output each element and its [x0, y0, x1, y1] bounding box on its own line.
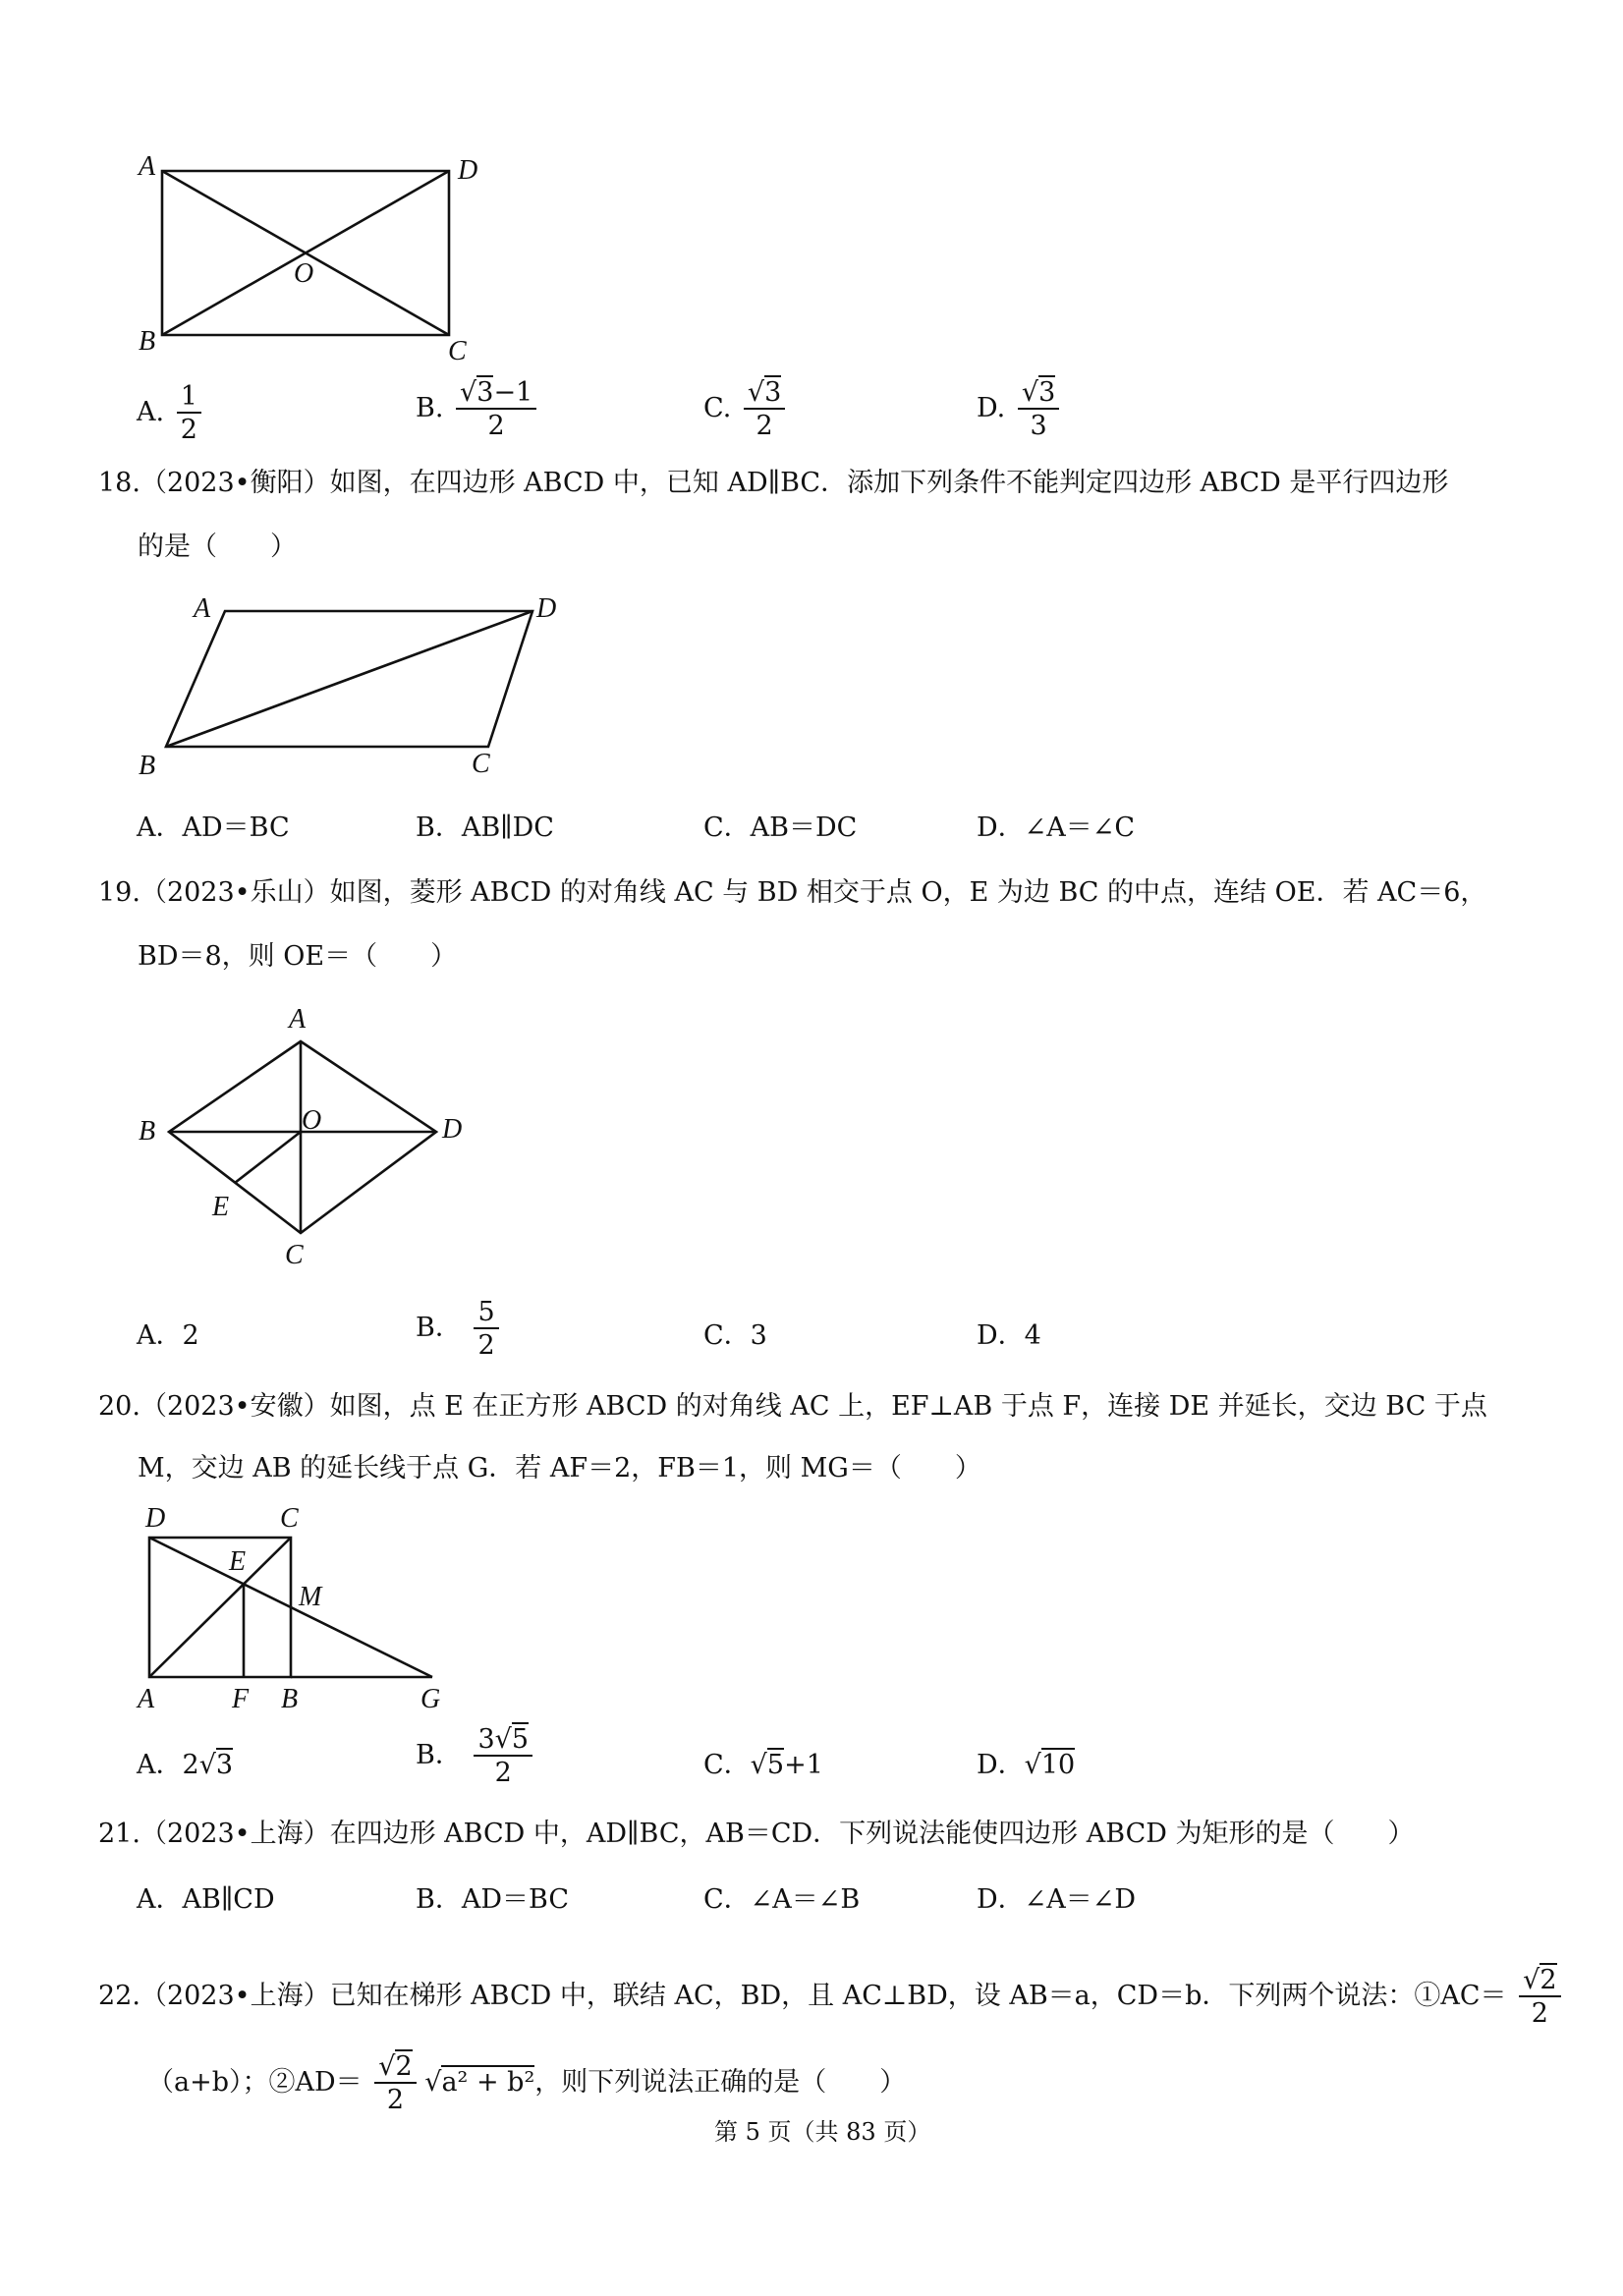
- q17-label-c: C: [448, 336, 467, 366]
- q19-option-d: D．4: [977, 1320, 1041, 1351]
- q17-label-o: O: [294, 258, 314, 289]
- q20-label-b: B: [281, 1684, 299, 1714]
- q18-line-2: 的是（ ）: [138, 532, 297, 562]
- page-footer: 第 5 页（共 83 页）: [714, 2118, 931, 2146]
- q22-line-1: 22.（2023•上海）已知在梯形 ABCD 中，联结 AC，BD，且 AC⊥BD，设 AB＝a，CD＝b．下列两个说法：①AC＝ $\frac{√2}{2}$: [98, 1967, 1561, 2027]
- q21-line-1: 21.（2023•上海）在四边形 ABCD 中，AD∥BC，AB＝CD．下列说法能使四边形 ABCD 为矩形的是（ ）: [98, 1819, 1415, 1849]
- q20-label-c: C: [280, 1503, 299, 1534]
- q17-option-d: D. $\frac{√3}{3}$: [977, 379, 1059, 439]
- q21-option-a: A．AB∥CD: [137, 1884, 275, 1915]
- q18-option-c: C．AB＝DC: [703, 812, 858, 843]
- q17-option-b: B. $\frac{√3-1}{2}$: [416, 379, 536, 439]
- q18-option-d: D．∠A＝∠C: [977, 812, 1136, 843]
- q20-line-2: M，交边 AB 的延长线于点 G．若 AF＝2，FB＝1，则 MG＝（ ）: [138, 1453, 981, 1484]
- q21-option-c: C．∠A＝∠B: [703, 1884, 861, 1915]
- q21-option-b: B．AD＝BC: [416, 1884, 569, 1915]
- q20-diagonal-ac: [149, 1538, 291, 1677]
- q18-line-1: 18.（2023•衡阳）如图，在四边形 ABCD 中，已知 AD∥BC．添加下列条件不能判定四边形 ABCD 是平行四边形: [98, 468, 1449, 498]
- q20-option-d: D．√10: [977, 1750, 1076, 1780]
- q17-option-c: C. $\frac{√3}{2}$: [703, 379, 785, 439]
- q19-label-d: D: [442, 1114, 463, 1145]
- q19-label-c: C: [285, 1240, 304, 1270]
- q18-option-a: A．AD＝BC: [137, 812, 290, 843]
- q19-option-c: C．3: [703, 1320, 767, 1351]
- q20-option-a: A．2√3: [137, 1750, 234, 1780]
- q20-label-d: D: [145, 1503, 166, 1534]
- q17-label-b: B: [139, 326, 156, 357]
- q17-label-a: A: [139, 151, 156, 182]
- q18-label-b: B: [139, 751, 156, 781]
- q20-option-c: C．√5+1: [703, 1750, 823, 1780]
- q19-label-e: E: [212, 1192, 230, 1222]
- q20-label-a: A: [138, 1684, 155, 1714]
- q18-label-a: A: [194, 593, 211, 624]
- q20-label-m: M: [299, 1582, 322, 1612]
- q22-line-2: （a+b）；②AD＝ $\frac{√2}{2}$ √a² + b²，则下列说法正确的是（ ）: [147, 2051, 907, 2115]
- q18-label-c: C: [472, 749, 490, 779]
- q20-label-e: E: [229, 1546, 247, 1577]
- q19-line-2: BD＝8，则 OE＝（ ）: [138, 941, 458, 972]
- q19-label-a: A: [289, 1004, 307, 1035]
- q21-option-d: D．∠A＝∠D: [977, 1884, 1137, 1915]
- q19-line-1: 19.（2023•乐山）如图，菱形 ABCD 的对角线 AC 与 BD 相交于点 O，E 为边 BC 的中点，连结 OE．若 AC＝6，: [98, 877, 1487, 908]
- q20-label-f: F: [232, 1684, 250, 1714]
- q19-option-b: B． $\frac{5}{2}$: [416, 1299, 499, 1359]
- q18-label-d: D: [536, 593, 557, 624]
- q17-option-a: A. $\frac{1}{2}$: [137, 383, 201, 443]
- q18-option-b: B．AB∥DC: [416, 812, 554, 843]
- q19-label-b: B: [139, 1116, 156, 1147]
- q20-line-1: 20.（2023•安徽）如图，点 E 在正方形 ABCD 的对角线 AC 上，EF⊥AB 于点 F，连接 DE 并延长，交边 BC 于点: [98, 1391, 1487, 1422]
- q17-label-d: D: [458, 155, 478, 186]
- q19-label-o: O: [302, 1105, 322, 1136]
- q20-option-b: B． $\frac{3√5}{2}$: [416, 1726, 532, 1786]
- q20-label-g: G: [420, 1684, 441, 1714]
- q19-option-a: A．2: [137, 1320, 199, 1351]
